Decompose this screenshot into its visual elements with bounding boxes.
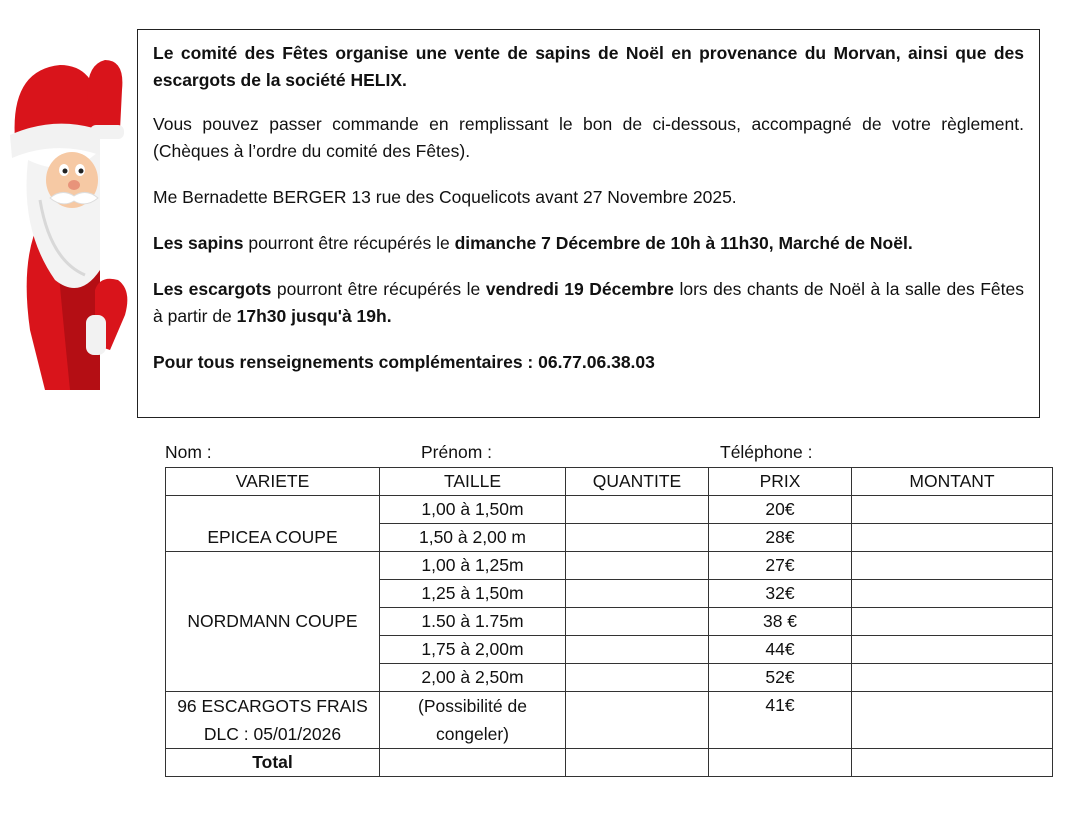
escargots-variety-line2: DLC : 05/01/2026 — [203, 724, 342, 744]
amount-cell[interactable] — [852, 636, 1053, 664]
escargots-time: 17h30 jusqu'à 19h. — [236, 306, 392, 326]
header-taille: TAILLE — [380, 468, 566, 496]
sapins-pickup-info — [153, 230, 1024, 257]
header-montant: MONTANT — [852, 468, 1053, 496]
header-prix: PRIX — [709, 468, 852, 496]
santa-claus-illustration — [0, 30, 140, 390]
quantity-cell[interactable] — [566, 636, 709, 664]
total-row — [166, 749, 1053, 777]
escargots-variety-line1: 96 ESCARGOTS FRAIS — [177, 696, 368, 716]
price-cell: 41€ — [709, 692, 852, 749]
quantity-cell[interactable] — [566, 608, 709, 636]
amount-cell[interactable] — [852, 580, 1053, 608]
nom-label: Nom : — [165, 442, 212, 462]
sapins-date: dimanche 7 Décembre de 10h à 11h30, Marché de Noël. — [454, 233, 913, 253]
price-cell: 28€ — [709, 524, 852, 552]
order-form-labels — [165, 442, 1052, 468]
price-cell: 20€ — [709, 496, 852, 524]
telephone-label: Téléphone : — [720, 442, 813, 462]
size-cell: 1,25 à 1,50m — [380, 580, 566, 608]
order-address: Me Bernadette BERGER 13 rue des Coquelicots avant 27 Novembre 2025. — [153, 187, 737, 207]
escargots-label: Les escargots — [153, 279, 272, 299]
total-amount-cell[interactable] — [852, 749, 1053, 777]
empty-cell — [380, 749, 566, 777]
amount-cell[interactable] — [852, 664, 1053, 692]
size-cell: 1,50 à 2,00 m — [380, 524, 566, 552]
sapins-label: Les sapins — [153, 233, 244, 253]
information-notice — [137, 29, 1040, 418]
size-cell: 1,75 à 2,00m — [380, 636, 566, 664]
empty-cell — [709, 749, 852, 777]
escargots-text-2: lors des chants de Noël à la salle des Fêtes à partir de — [153, 279, 1024, 326]
escargots-date: vendredi 19 Décembre — [485, 279, 674, 299]
quantity-cell[interactable] — [566, 496, 709, 524]
escargots-pickup-info — [153, 276, 1024, 330]
quantity-cell[interactable] — [566, 580, 709, 608]
sapins-text: pourront être récupérés le — [243, 233, 455, 253]
quantity-cell[interactable] — [566, 552, 709, 580]
amount-cell[interactable] — [852, 608, 1053, 636]
intro-paragraph: Le comité des Fêtes organise une vente de sapins de Noël en provenance du Morvan, ainsi que des escargots de la société HELIX. — [153, 43, 1024, 90]
amount-cell[interactable] — [852, 552, 1053, 580]
header-variete: VARIETE — [166, 468, 380, 496]
variety-epicea: EPICEA COUPE — [166, 496, 380, 552]
variety-nordmann: NORDMANN COUPE — [166, 552, 380, 692]
escargots-size-cell — [380, 692, 566, 749]
contact-text: Pour tous renseignements complémentaires : 06.77.06.38.03 — [153, 352, 655, 372]
size-cell: 1,00 à 1,50m — [380, 496, 566, 524]
price-cell: 52€ — [709, 664, 852, 692]
header-quantite: QUANTITE — [566, 468, 709, 496]
total-label: Total — [166, 749, 380, 777]
quantity-cell[interactable] — [566, 664, 709, 692]
size-cell: 1.50 à 1.75m — [380, 608, 566, 636]
escargots-text-1: pourront être récupérés le — [271, 279, 486, 299]
amount-cell[interactable] — [852, 692, 1053, 749]
table-row — [166, 692, 1053, 749]
price-cell: 27€ — [709, 552, 852, 580]
total-quantity-cell[interactable] — [566, 749, 709, 777]
order-instructions: Vous pouvez passer commande en remplissant le bon de ci-dessous, accompagné de votre règlement. (Chèques à l’ordre du comité des Fêtes). — [153, 114, 1024, 161]
price-cell: 32€ — [709, 580, 852, 608]
escargots-size-line1: (Possibilité de — [418, 696, 527, 716]
amount-cell[interactable] — [852, 496, 1053, 524]
prenom-label: Prénom : — [421, 442, 492, 462]
contact-info — [153, 349, 1024, 376]
quantity-cell[interactable] — [566, 692, 709, 749]
amount-cell[interactable] — [852, 524, 1053, 552]
table-row — [166, 496, 1053, 524]
size-cell: 2,00 à 2,50m — [380, 664, 566, 692]
table-header-row — [166, 468, 1053, 496]
order-table — [165, 467, 1053, 777]
size-cell: 1,00 à 1,25m — [380, 552, 566, 580]
table-row — [166, 552, 1053, 580]
price-cell: 44€ — [709, 636, 852, 664]
variety-escargots — [166, 692, 380, 749]
quantity-cell[interactable] — [566, 524, 709, 552]
escargots-size-line2: congeler) — [436, 724, 509, 744]
price-cell: 38 € — [709, 608, 852, 636]
